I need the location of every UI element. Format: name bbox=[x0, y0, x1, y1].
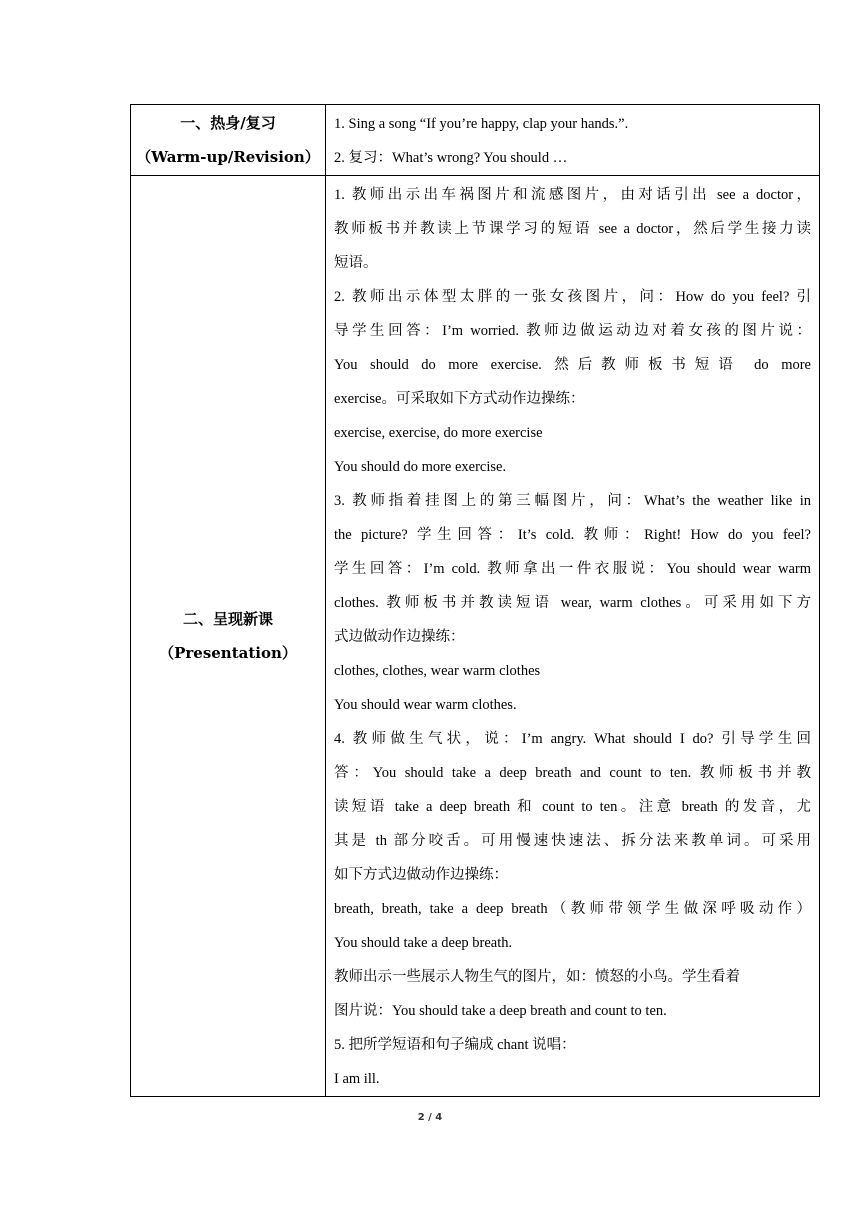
content-line: I am ill. bbox=[334, 1071, 380, 1087]
table-row-warmup bbox=[131, 105, 820, 176]
content-line: 5. 把所学短语和句子编成 chant 说唱： bbox=[334, 1037, 576, 1053]
content-line: clothes, clothes, wear warm clothes bbox=[334, 663, 541, 679]
stage-label-title: 二、呈现新课 bbox=[182, 610, 273, 628]
content-line: 图片说：You should take a deep breath and count to ten. bbox=[334, 1003, 667, 1019]
content-line: 1. 教师出示出车祸图片和流感图片，由对话引出 see a doctor， bbox=[334, 187, 811, 203]
stage-content-cell bbox=[326, 105, 820, 176]
table-row-presentation bbox=[131, 176, 820, 1097]
content-line: 如下方式边做动作边操练： bbox=[334, 867, 508, 883]
content-line: 学生回答：I’m cold. 教师拿出一件衣服说：You should wear warm bbox=[334, 561, 811, 577]
stage-label-subtitle: （Presentation） bbox=[159, 644, 297, 662]
content-line: 答：You should take a deep breath and count to ten. 教师板书并教 bbox=[334, 765, 811, 781]
content-line: 式边做动作边操练： bbox=[334, 629, 465, 645]
content-line: 读短语 take a deep breath 和 count to ten。注意 breath 的发音，尤 bbox=[334, 799, 811, 815]
content-line: You should do more exercise. bbox=[334, 459, 507, 475]
content-line: 1. Sing a song “If you’re happy, clap your hands.”. bbox=[334, 116, 629, 132]
page-number: 2 / 4 bbox=[417, 1112, 443, 1123]
content-line: exercise, exercise, do more exercise bbox=[334, 425, 543, 441]
content-line: 教师板书并教读上节课学习的短语 see a doctor，然后学生接力读 bbox=[334, 221, 811, 237]
stage-label-cell bbox=[131, 105, 326, 176]
content-line: You should take a deep breath. bbox=[334, 935, 513, 951]
content-line: breath, breath, take a deep breath（教师带领学生做深呼吸动作） bbox=[334, 901, 811, 917]
content-line: 短语。 bbox=[334, 255, 378, 271]
content-line: You should do more exercise. 然后教师板书短语 do more bbox=[334, 357, 811, 373]
stage-label-title: 一、热身/复习 bbox=[180, 114, 276, 132]
stage-label-subtitle: （Warm-up/Revision） bbox=[136, 148, 320, 166]
content-line: You should wear warm clothes. bbox=[334, 697, 517, 713]
stage-content-cell bbox=[326, 176, 820, 1097]
stage-label-cell bbox=[131, 176, 326, 1097]
content-line: 2. 教师出示体型太胖的一张女孩图片，问：How do you feel? 引 bbox=[334, 289, 811, 305]
lesson-plan-table bbox=[130, 104, 820, 1097]
content-line: exercise。可采取如下方式动作边操练： bbox=[334, 391, 585, 407]
content-line: 教师出示一些展示人物生气的图片，如：愤怒的小鸟。学生看着 bbox=[334, 969, 740, 985]
content-line: 4. 教师做生气状，说：I’m angry. What should I do? 引导学生回 bbox=[334, 731, 811, 747]
content-line: clothes. 教师板书并教读短语 wear, warm clothes。可采用如下方 bbox=[334, 595, 811, 611]
content-line: 3. 教师指着挂图上的第三幅图片，问：What’s the weather like in bbox=[334, 493, 811, 509]
content-line: 导学生回答：I’m worried. 教师边做运动边对着女孩的图片说： bbox=[334, 323, 811, 339]
content-line: 其是 th 部分咬舌。可用慢速快速法、拆分法来教单词。可采用 bbox=[334, 833, 811, 849]
content-line: the picture? 学生回答：It’s cold. 教师：Right! How do you feel? bbox=[334, 527, 811, 543]
content-line: 2. 复习：What’s wrong? You should … bbox=[334, 150, 568, 166]
